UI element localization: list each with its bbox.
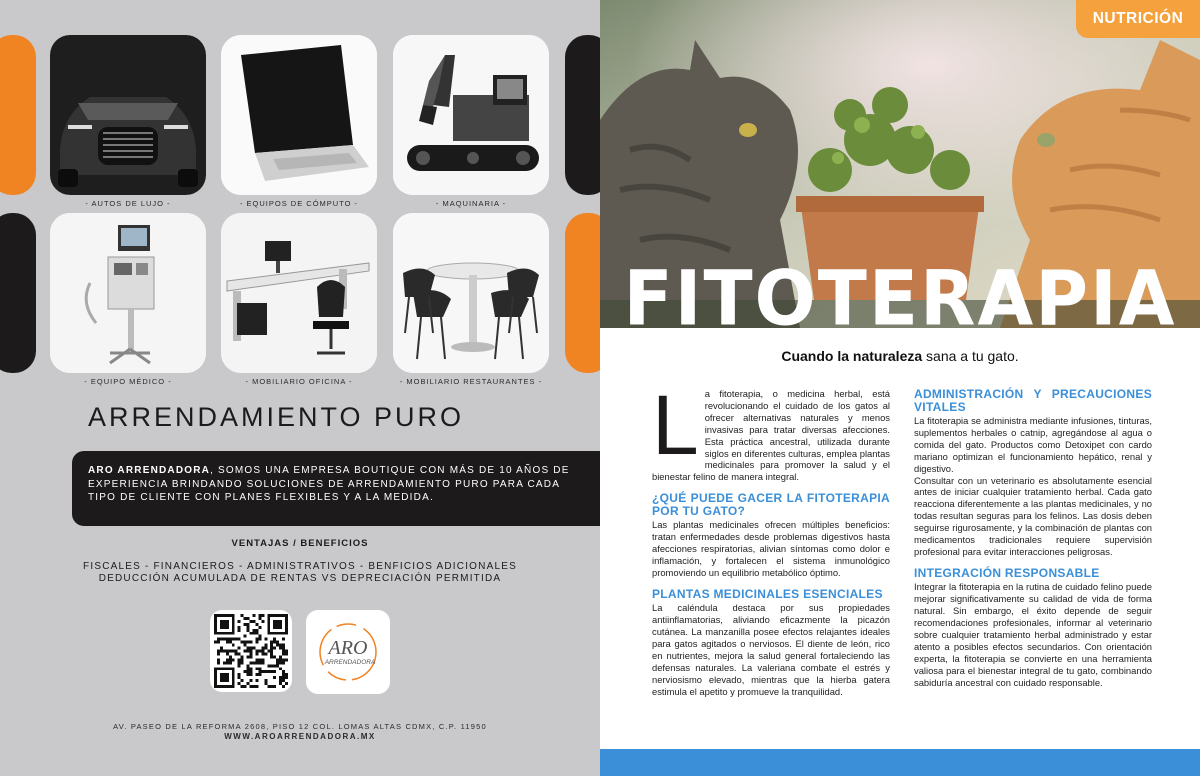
company-name: ARO ARRENDADORA <box>88 465 211 476</box>
benefits-line-1: FISCALES - FINANCIEROS - ADMINISTRATIVOS - BENFICIOS ADICIONALES <box>83 561 517 572</box>
paragraph-integration: Integrar la fitoterapia en la rutina de cuidado felino puede mejorar significativamente su calidad de vida de forma natural. Sin embargo, el éxito depende de seguir recomendaciones profesionales, informar al veterinario sobre cualquier tratamiento herbal administrado y estar atento a posibles efectos secundarios. Con orientación experta, la fitoterapia se convierte en una herramienta valiosa para el bienestar integral de tu gato, combinando sabiduría ancestral con cuidado responsable. <box>914 581 1152 688</box>
laptop-photo <box>221 35 377 195</box>
aro-logo <box>306 610 390 694</box>
paragraph-plants: La caléndula destaca por sus propiedades antiinflamatorias, aliviando eficazmente la picazón cutánea. La manzanilla posee efectos relajantes ideales para gatos agitados o nerviosos. El diente de león, rico en nutrientes, mejora la salud general fortaleciendo las defensas naturales. La valeriana combate el estrés y nerviosismo elevado, mientras que la hierba gatera estimula el apetito y promueve la tranquilidad. <box>652 602 890 697</box>
excavator-photo <box>393 35 549 195</box>
restaurant-furniture-photo <box>393 213 549 373</box>
subtitle-rest: sana a tu gato. <box>922 348 1019 364</box>
benefits-line-2: DEDUCCIÓN ACUMULADA DE RENTAS VS DEPRECIACIÓN PERMITIDA <box>98 573 502 584</box>
heading-plants: PLANTAS MEDICINALES ESENCIALES <box>652 586 883 601</box>
orange-side-tab <box>565 213 600 373</box>
right-page-article <box>600 0 1200 776</box>
heading-benefits: ¿QUÉ PUEDE GACER LA FITOTERAPIA POR TU GATO? <box>652 491 890 518</box>
drop-cap: L <box>652 378 699 472</box>
article-subtitle <box>600 348 1200 364</box>
logo-subtitle: ARRENDADORA <box>324 659 376 666</box>
caption-computers: - EQUIPOS DE CÓMPUTO - <box>239 199 359 208</box>
paragraph-benefits: Las plantas medicinales ofrecen múltiples beneficios: tratan enfermedades desde problemas digestivos hasta afecciones respiratorias, alivian síntomas como dolor e inflamación, y fortalecen el sistema inmunológico promoviendo un equilibrio metabólico óptimo. <box>652 519 890 578</box>
caption-restaurants: - MOBILIARIO RESTAURANTES - <box>399 377 543 386</box>
luxury-car-photo <box>50 35 206 195</box>
company-text: , SOMOS UNA EMPRESA BOUTIQUE CON MÁS DE 10 AÑOS DE EXPERIENCIA BRINDANDO SOLUCIONES DE ARRENDAMIENTO PURO PARA CADA TIPO DE CLIENTE CON PLANES FLEXIBLES Y A LA MEDIDA. <box>88 465 570 503</box>
caption-luxury-cars: - AUTOS DE LUJO - <box>85 199 171 208</box>
caption-medical: - EQUIPO MÉDICO - <box>84 377 172 386</box>
heading-integration: INTEGRACIÓN RESPONSABLE <box>914 565 1100 580</box>
paragraph-administration-2: Consultar con un veterinario es absolutamente esencial antes de iniciar cualquier tratamiento herbal. Cada gato reacciona diferentemente a las plantas medicinales, y no todas resultan seguras para los felinos. Las dosis deben seguirse rigurosamente, y la combinación de plantas con medicamentos tradicionales requiere supervisión profesional para evitar interacciones peligrosas. <box>914 474 1152 557</box>
logo-letters: ARO <box>328 637 368 659</box>
subtitle-bold: Cuando la naturaleza <box>781 348 923 364</box>
paragraph-administration-1: La fitoterapia se administra mediante infusiones, tinturas, suplementos herbales o catnip, agregándose al agua o comida del gato. Productos como Detoxipet con cardo mariano optimizan el funcionamiento hepático, renal y digestivo. <box>914 415 1152 474</box>
heading-administration: ADMINISTRACIÓN Y PRECAUCIONES VITALES <box>914 387 1152 414</box>
office-furniture-photo <box>221 213 377 373</box>
benefits-title: VENTAJAS / BENEFICIOS <box>231 538 369 549</box>
caption-office: - MOBILIARIO OFICINA - <box>245 377 353 386</box>
black-side-tab <box>565 35 600 195</box>
black-side-tab <box>0 213 36 373</box>
company-description-box <box>72 451 600 526</box>
intro-paragraph: La fitoterapia, o medicina herbal, está revolucionando el cuidado de los gatos al ofrecer alternativas naturales y menos invasivas para tratar diversas afecciones. Esta práctica ancestral, utilizada durante siglos en diferentes culturas, emplea plantas medicinales para promover la salud y el bienestar felino de manera integral. <box>652 378 890 483</box>
article-column-1 <box>652 378 890 698</box>
caption-machinery: - MAQUINARIA - <box>435 199 507 208</box>
bottom-blue-bar <box>600 749 1200 776</box>
ad-headline: ARRENDAMIENTO PURO <box>88 402 465 432</box>
orange-side-tab <box>0 35 36 195</box>
section-badge: NUTRICIÓN <box>1076 0 1200 38</box>
qr-code[interactable] <box>210 610 292 692</box>
article-title: FITOTERAPIA <box>623 253 1177 343</box>
address: AV. PASEO DE LA REFORMA 2608, PISO 12 COL. LOMAS ALTAS CDMX, C.P. 11950 <box>113 722 487 731</box>
qr-code-icon <box>214 614 288 688</box>
website-link[interactable]: WWW.AROARRENDADORA.MX <box>224 732 376 741</box>
medical-equipment-photo <box>50 213 206 373</box>
article-column-2 <box>914 388 1152 689</box>
